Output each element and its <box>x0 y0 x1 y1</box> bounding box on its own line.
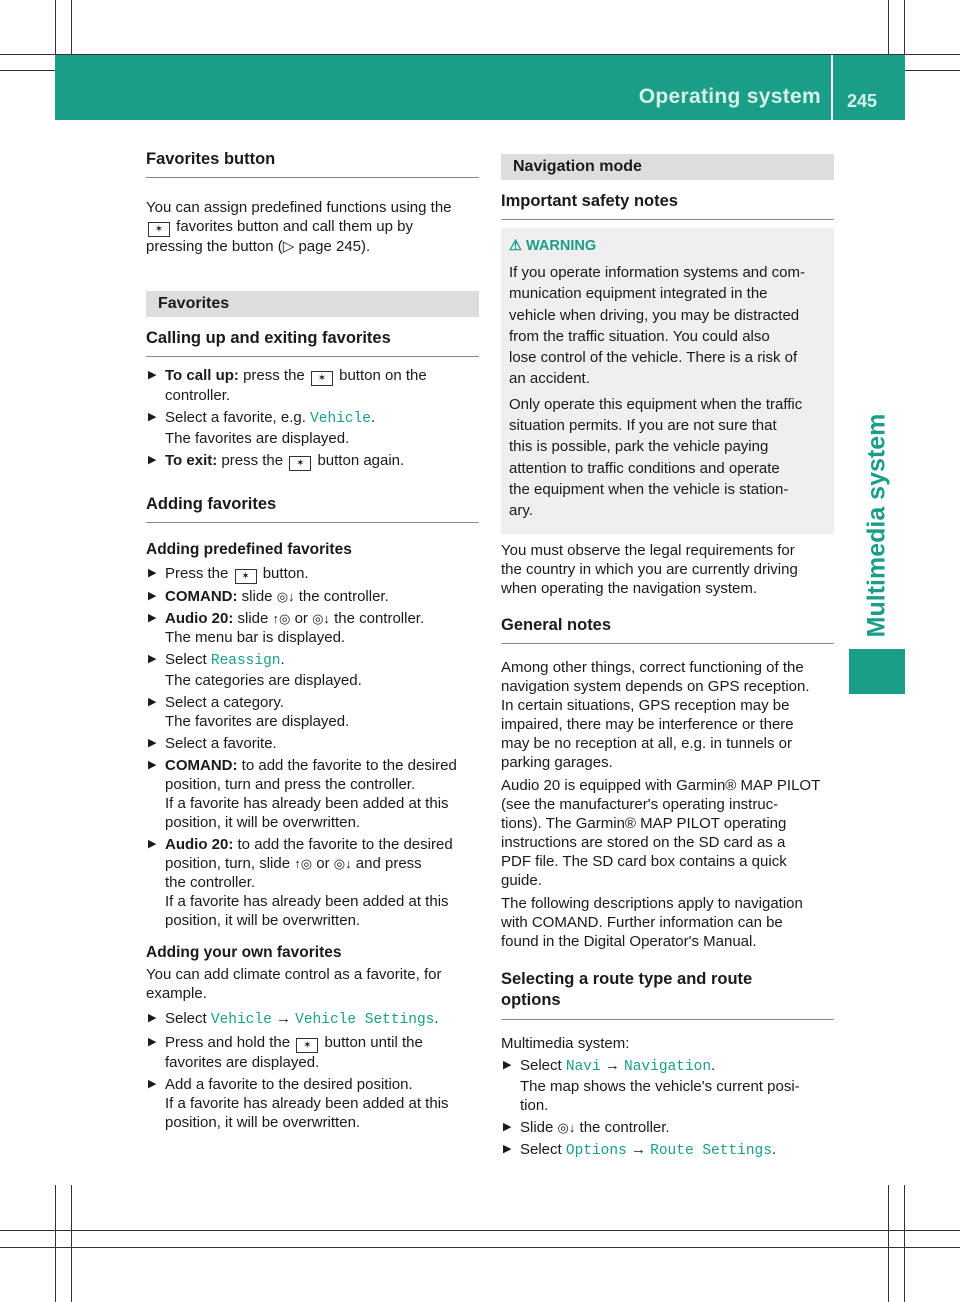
warning-text: Only operate this equipment when the traffic situation permits. If you are not sure that this is possible, park the vehicle paying attention to traffic conditions and operate the equipment when the vehicle is station- ary. <box>509 395 803 520</box>
warning-triangle-icon: ⚠ <box>509 238 522 254</box>
paragraph: Multimedia system: <box>501 1034 630 1052</box>
warning-box <box>501 228 834 534</box>
warning-header: ⚠ WARNING <box>509 238 597 254</box>
instruction-step: ▶ Select Options → Route Settings. <box>503 1140 777 1159</box>
slide-down-icon: ◎↓ <box>312 611 330 626</box>
step-arrow-icon: ▶ <box>148 737 157 749</box>
paragraph: You can add climate control as a favorite, for example. <box>146 966 442 1002</box>
slide-down-icon: ◎↓ <box>276 589 295 604</box>
menu-item-navi: Navi <box>565 1058 601 1075</box>
subsection-heading: Adding your own favorites <box>146 944 342 961</box>
instruction-step: ▶ To call up: press the ✶ button on the controller. <box>148 367 427 404</box>
paragraph: Among other things, correct functioning of the navigation system depends on GPS reception. In certain situations, GPS reception may be impaired, there may be interference or there may be no reception at all, e.g. in tunnels or parking garages. <box>501 658 810 771</box>
step-arrow-icon: ▶ <box>148 1078 157 1090</box>
step-arrow-icon: ▶ <box>148 612 157 624</box>
section-heading: Selecting a route type and route options <box>501 969 834 1020</box>
paragraph: pressing the button (▷ page 245). <box>146 238 371 255</box>
instruction-step: ▶ Press the ✶ button. <box>148 565 309 582</box>
instruction-step: ▶ Select Reassign. The categories are displayed. <box>148 651 362 689</box>
menu-item-vehicle: Vehicle <box>210 1012 272 1028</box>
step-arrow-icon: ▶ <box>148 369 157 381</box>
side-tab-marker <box>849 649 905 694</box>
instruction-step: ▶ Select Navi → Navigation. The map shows the vehicle's current posi- tion. <box>503 1056 800 1114</box>
crop-mark <box>0 1247 960 1248</box>
favorites-star-icon: ✶ <box>311 371 333 386</box>
instruction-step: ▶ Slide ◎↓ the controller. <box>503 1118 670 1136</box>
slide-up-icon: ↑◎ <box>272 611 291 626</box>
step-arrow-icon: ▶ <box>148 454 157 466</box>
step-arrow-icon: ▶ <box>148 567 157 579</box>
crop-mark <box>904 1185 905 1302</box>
menu-item-route-settings: Route Settings <box>650 1142 772 1159</box>
warning-text: If you operate information systems and com- munication equipment integrated in the vehicle when driving, you may be distracted from the traffic situation. You could also lose control of the vehicle. There is a risk of an accident. <box>509 264 805 388</box>
side-tab <box>849 405 905 645</box>
step-arrow-icon: ▶ <box>503 1120 512 1133</box>
instruction-step: ▶ Audio 20: slide ↑◎ or ◎↓ the controller. The menu bar is displayed. <box>148 610 425 646</box>
paragraph: ✶ favorites button and call them up by <box>146 217 479 237</box>
crop-mark <box>0 1230 960 1231</box>
favorites-star-icon: ✶ <box>235 569 257 584</box>
instruction-step: ▶ Select Vehicle → Vehicle Settings. <box>148 1010 439 1028</box>
step-arrow-icon: ▶ <box>148 653 157 665</box>
side-tab-label: Multimedia system <box>862 413 891 637</box>
favorites-star-icon: ✶ <box>148 222 170 237</box>
section-heading: Adding favorites <box>146 495 479 523</box>
slide-down-icon: ◎↓ <box>333 856 352 871</box>
left-column <box>146 150 479 1132</box>
paragraph: You can assign predefined functions using the <box>146 199 452 216</box>
header-title: Operating system <box>638 85 821 108</box>
instruction-step: ▶ Press and hold the ✶ button until the favorites are displayed. <box>148 1034 423 1071</box>
instruction-step: ▶ Add a favorite to the desired position. If a favorite has already been added at this position, it will be overwritten. <box>148 1076 449 1131</box>
right-column <box>501 154 834 1161</box>
instruction-step: ▶ Select a favorite, e.g. Vehicle. The favorites are displayed. <box>148 409 376 447</box>
instruction-step: ▶ Select a category. The favorites are displayed. <box>148 694 350 730</box>
slide-down-icon: ◎↓ <box>557 1119 576 1135</box>
step-arrow-icon: ▶ <box>148 838 157 850</box>
section-band: Navigation mode <box>501 154 834 180</box>
instruction-step: ▶ Select a favorite. <box>148 735 277 752</box>
favorites-star-icon: ✶ <box>289 456 311 471</box>
menu-item-reassign: Reassign <box>210 653 281 669</box>
step-arrow-icon: ▶ <box>148 759 157 771</box>
subsection-heading: Adding predefined favorites <box>146 541 352 558</box>
paragraph: The following descriptions apply to navigation with COMAND. Further information can be found in the Digital Operator's Manual. <box>501 894 803 950</box>
instruction-step: ▶ Audio 20: to add the favorite to the desired position, turn, slide ↑◎ or ◎↓ and press the controller. If a favorite has already been added at this position, it will be overwritten. <box>148 836 453 929</box>
page-number: 245 <box>846 91 877 111</box>
step-arrow-icon: ▶ <box>148 696 157 708</box>
section-band: Favorites <box>146 291 479 317</box>
paragraph: You must observe the legal requirements for the country in which you are currently driving when operating the navigation system. <box>501 541 798 597</box>
section-heading: Favorites button <box>146 150 479 178</box>
menu-item-navigation: Navigation <box>624 1058 712 1075</box>
instruction-step: ▶ To exit: press the ✶ button again. <box>148 452 405 469</box>
favorites-star-icon: ✶ <box>296 1038 318 1053</box>
crop-mark <box>888 1185 889 1302</box>
instruction-step: ▶ COMAND: to add the favorite to the desired position, turn and press the controller. If a favorite has already been added at this position, it will be overwritten. <box>148 757 457 831</box>
menu-item-vehicle: Vehicle <box>310 411 372 427</box>
step-arrow-icon: ▶ <box>148 1012 157 1024</box>
menu-item-options: Options <box>565 1142 627 1159</box>
step-arrow-icon: ▶ <box>503 1058 512 1071</box>
crop-mark <box>55 1185 56 1302</box>
section-heading: Important safety notes <box>501 192 834 220</box>
paragraph: Audio 20 is equipped with Garmin® MAP PILOT (see the manufacturer's operating instruc- tions). The Garmin® MAP PILOT operating instructions are stored on the SD card as a PDF file. The SD card box contains a quick guide. <box>501 776 821 889</box>
instruction-step: ▶ COMAND: slide ◎↓ the controller. <box>148 588 389 605</box>
section-heading: General notes <box>501 616 834 644</box>
step-arrow-icon: ▶ <box>148 411 157 423</box>
step-arrow-icon: ▶ <box>503 1142 512 1155</box>
slide-up-icon: ↑◎ <box>294 856 313 871</box>
step-arrow-icon: ▶ <box>148 1036 157 1048</box>
header-divider <box>831 55 833 120</box>
crop-mark <box>71 1185 72 1302</box>
page-header <box>55 55 905 120</box>
step-arrow-icon: ▶ <box>148 590 157 602</box>
section-heading: Calling up and exiting favorites <box>146 329 479 357</box>
menu-item-vehicle-settings: Vehicle Settings <box>295 1012 435 1028</box>
